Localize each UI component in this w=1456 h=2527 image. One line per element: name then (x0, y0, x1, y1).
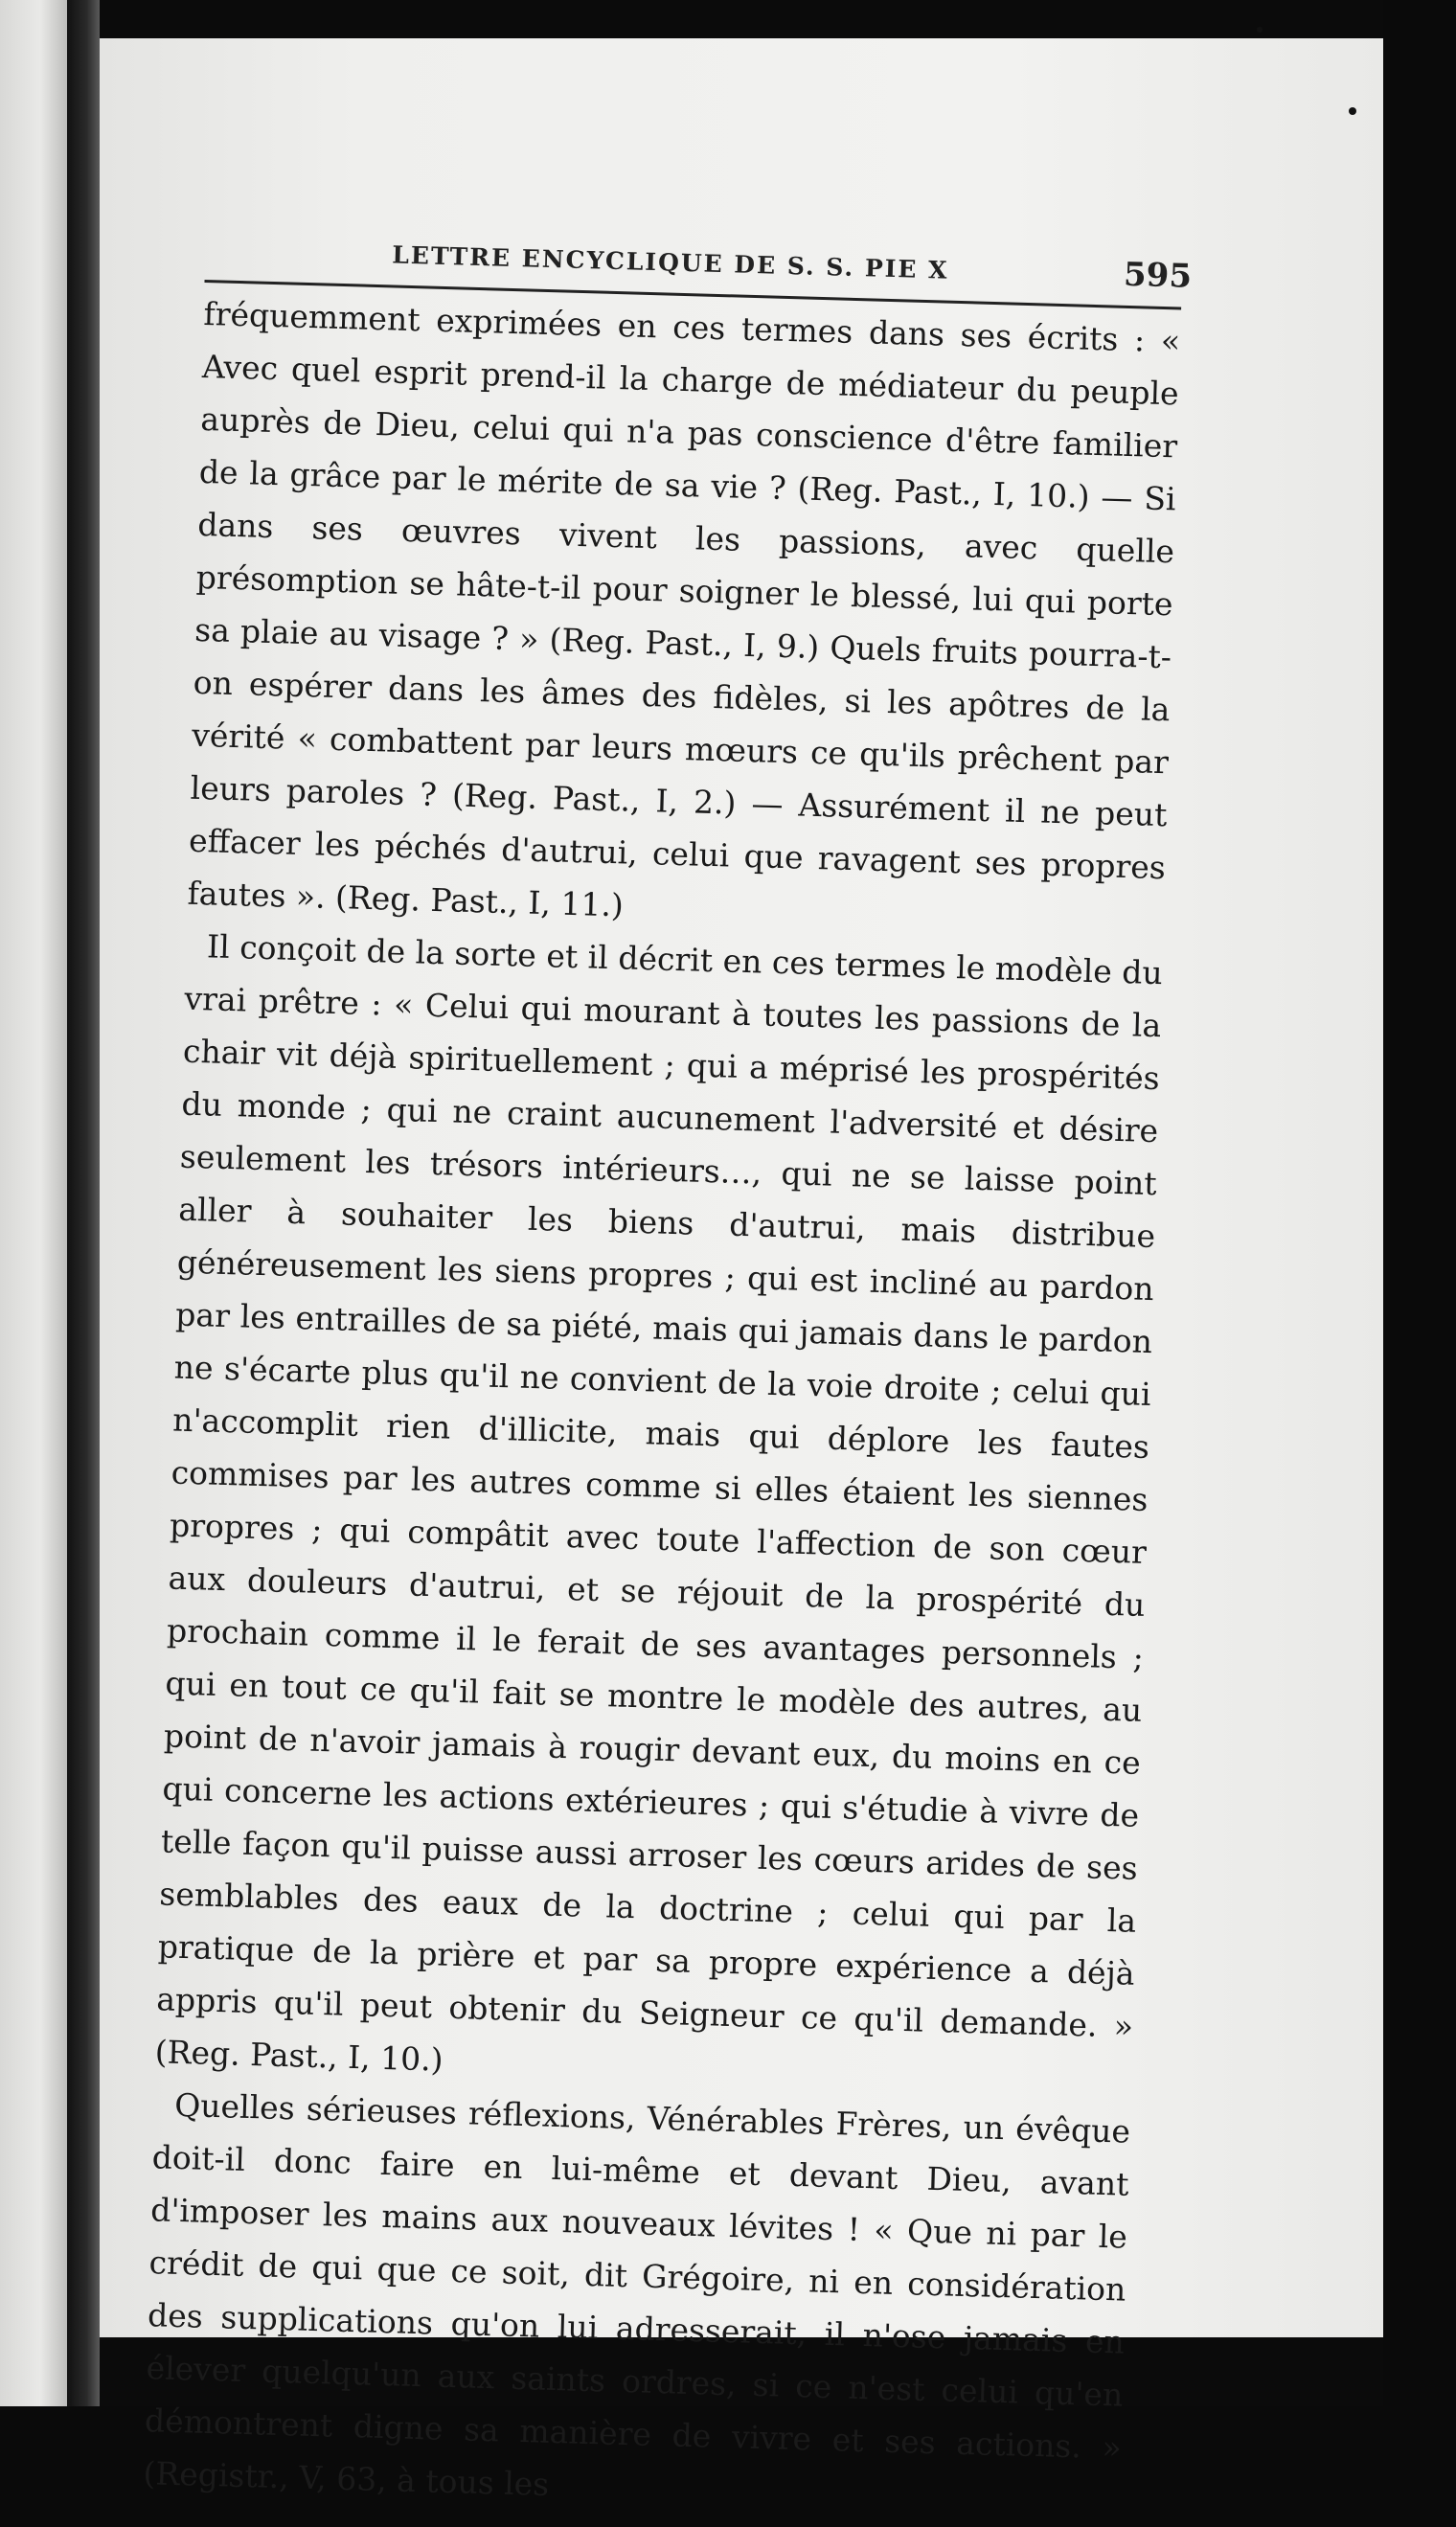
page-content (143, 230, 1193, 2527)
book-gutter (67, 0, 100, 2406)
paragraph-2: Il conçoit de la sorte et il décrit en ces termes le modèle du vrai prêtre : « Celui qui mourant à toutes les passions de la chair vit déjà spirituellement ; qui a méprisé les prospérités du monde ; qui ne craint aucunement l'adversité et désire seulement les trésors intérieurs…, qui ne se laisse point aller à souhaiter les biens d'autrui, mais distribue généreusement les siens propres ; qui est incliné au pardon par les entrailles de sa piété, mais qui jamais dans le pardon ne s'écarte plus qu'il ne convient de la voie droite ; celui qui n'accomplit rien d'illicite, mais qui déplore les fautes commises par les autres comme si elles étaient les siennes propres ; qui compâtit avec toute l'affection de son cœur aux douleurs d'autrui, et se réjouit de la prospérité du prochain comme il le ferait de ses avantages personnels ; qui en tout ce qu'il fait se montre le modèle des autres, au point de n'avoir jamais à rougir devant eux, du moins en ce qui concerne les actions extérieures ; qui s'étudie à vivre de telle façon qu'il puisse aussi arroser les cœurs arides de ses semblables des eaux de la doctrine ; celui qui par la pratique de la prière et par sa propre expérience a déjà appris qu'il peut obtenir du Seigneur ce qu'il demande. » (Reg. Past., I, 10.) (154, 927, 1164, 2079)
dust-speck (1349, 107, 1356, 115)
dust-speck (1257, 27, 1263, 33)
previous-page-edge (0, 0, 67, 2406)
page-number: 595 (1123, 255, 1193, 296)
paragraph-3: Quelles sérieuses réflexions, Vénérables Frères, un évêque doit-il donc faire en lui-même et devant Dieu, avant d'imposer les mains aux nouveaux lévites ! « Que ni par le crédit de qui que ce soit, dit Grégoire, ni en considération des supplications qu'on lui adresserait, il n'ose jamais en élever quelqu'un aux saints ordres, si ce n'est celui qu'en démontrent digne sa manière de vivre et ses actions. » (Registr., V, 63, à tous les (143, 2085, 1131, 2503)
right-margin-shadow (1383, 0, 1456, 2406)
running-title: LETTRE ENCYCLIQUE DE S. S. PIE X (391, 240, 949, 285)
paragraph-1: fréquemment exprimées en ces termes dans ses écrits : « Avec quel esprit prend-il la charge de médiateur du peuple auprès de Dieu, celui qui n'a pas conscience d'être familier de la grâce par le mérite de sa vie ? (Reg. Past., I, 10.) — Si dans ses œuvres vivent les passions, avec quelle présomption se hâte-t-il pour soigner le blessé, lui qui porte sa plaie au visage ? » (Reg. Past., I, 9.) Quels fruits pourra-t-on espérer dans les âmes des fidèles, si les apôtres de la vérité « combattent par leurs mœurs ce qu'ils prêchent par leurs paroles ? (Reg. Past., I, 2.) — Assurément il ne peut effacer les péchés d'autrui, celui que ravagent ses propres fautes ». (Reg. Past., I, 11.) (187, 294, 1181, 924)
